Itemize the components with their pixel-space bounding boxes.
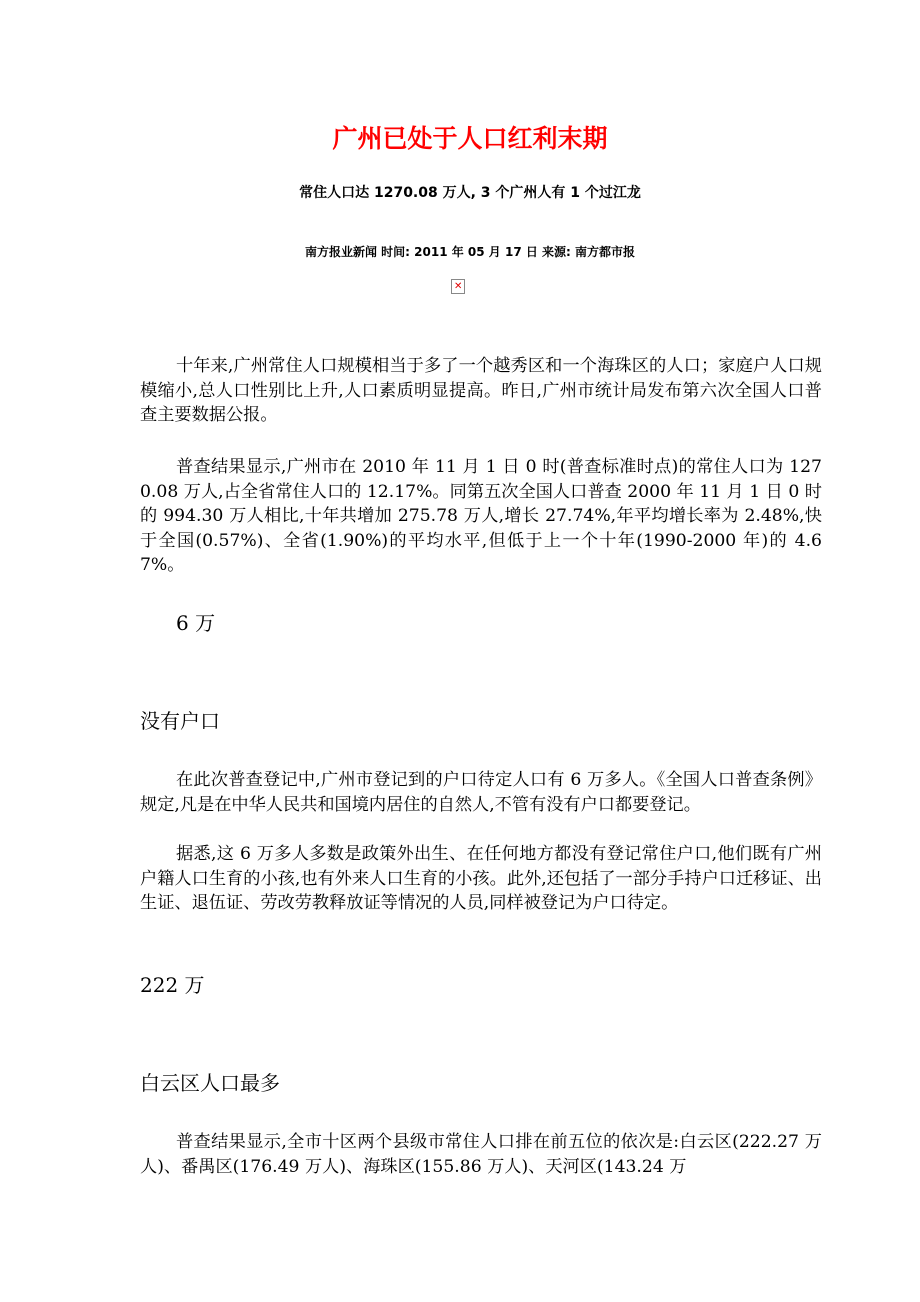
article-title: 广州已处于人口红利末期 [332, 124, 608, 153]
section-heading-number: 6 万 [176, 611, 216, 635]
broken-image-x-icon: ✕ [454, 281, 463, 292]
article-meta: 南方报业新闻 时间: 2011 年 05 月 17 日 来源: 南方都市报 [305, 245, 635, 259]
paragraph-hukou-pending: 在此次普查登记中,广州市登记到的户口待定人口有 6 万多人。《全国人口普查条例》规定,凡是在中华人民共和国境内居住的自然人,不管有没有户口都要登记。 [140, 770, 822, 815]
paragraph-intro: 十年来,广州常住人口规模相当于多了一个越秀区和一个海珠区的人口；家庭户人口规模缩小,总人口性别比上升,人口素质明显提高。昨日,广州市统计局发布第六次全国人口普查主要数据公报。 [140, 356, 822, 425]
article-subtitle: 常住人口达 1270.08 万人, 3 个广州人有 1 个过江龙 [299, 185, 641, 201]
paragraph-census-results: 普查结果显示,广州市在 2010 年 11 月 1 日 0 时(普查标准时点)的常住人口为 1270.08 万人,占全省常住人口的 12.17%。同第五次全国人口普查 2000 年 11 月 1 日 0 时的 994.30 万人相比,十年共增加 275.78 万人,增长 27.74%,年平均增长率为 2.48%,快于全国(0.57%)、全省(1.90%)的平均水平,但低于上一个十年(1990-2000 年)的 4.67%。 [140, 457, 822, 575]
section-heading-population: 222 万 [140, 973, 205, 997]
paragraph-district-ranking: 普查结果显示,全市十区两个县级市常住人口排在前五位的依次是:白云区(222.27 万人)、番禺区(176.49 万人)、海珠区(155.86 万人)、天河区(143.24 万 [140, 1132, 822, 1177]
section-heading-baiyun: 白云区人口最多 [140, 1071, 280, 1095]
section-heading-no-hukou: 没有户口 [140, 709, 220, 733]
paragraph-hukou-details: 据悉,这 6 万多人多数是政策外出生、在任何地方都没有登记常住户口,他们既有广州户籍人口生育的小孩,也有外来人口生育的小孩。此外,还包括了一部分手持户口迁移证、出生证、退伍证、劳改劳教释放证等情况的人员,同样被登记为户口待定。 [140, 844, 822, 913]
broken-image-icon [451, 279, 465, 294]
